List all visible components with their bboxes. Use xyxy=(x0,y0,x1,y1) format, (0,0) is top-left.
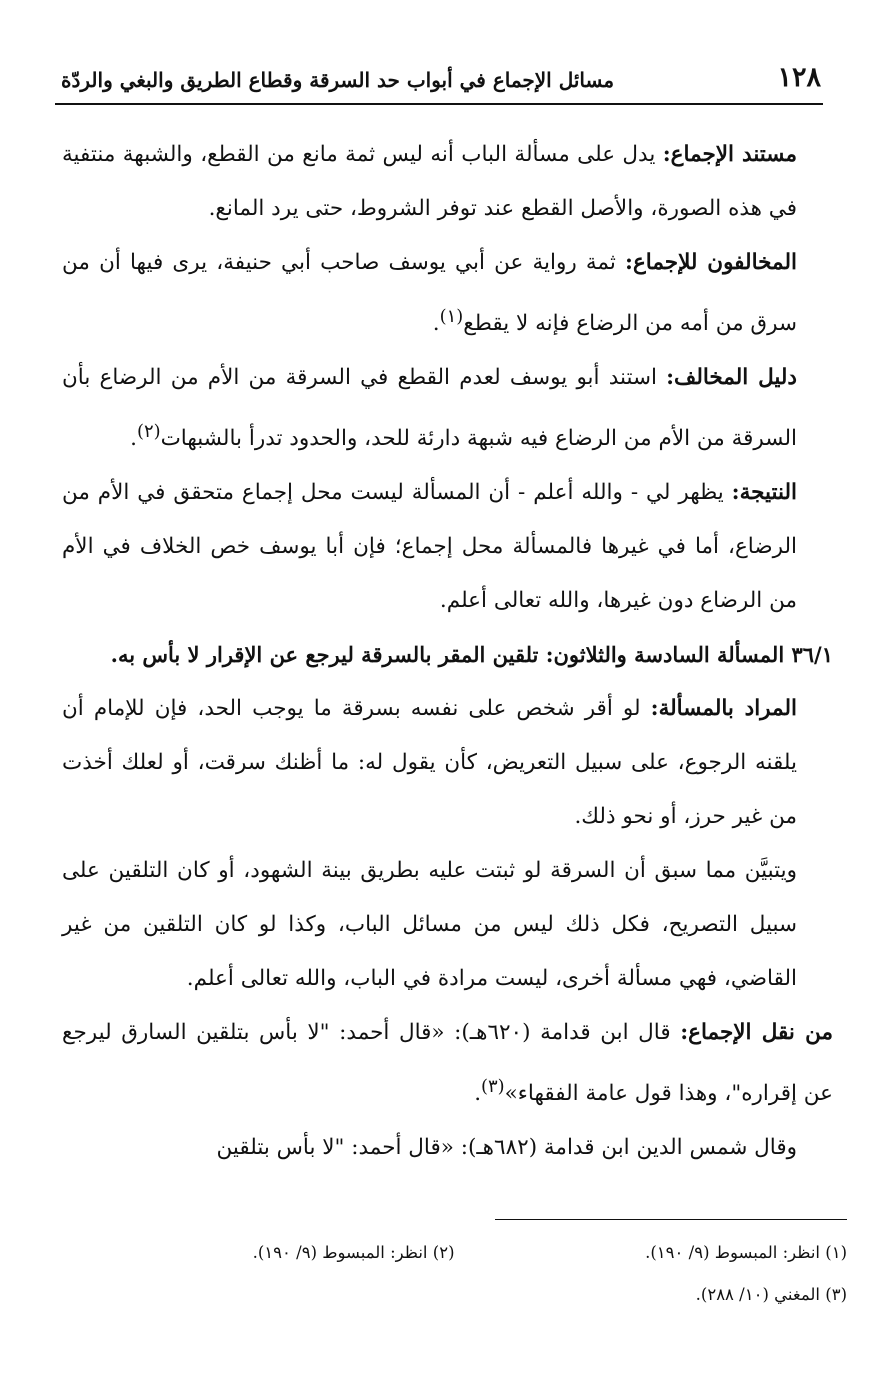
paragraph-continuation: وقال شمس الدين ابن قدامة (٦٨٢هـ): «قال أحمد: "لا بأس بتلقين xyxy=(216,1135,797,1161)
paragraph-text: ثمة رواية عن أبي يوسف صاحب أبي حنيفة، يرى فيها أن من سرق من أمه من الرضاع فإنه لا يقطع xyxy=(62,250,797,337)
running-title: مسائل الإجماع في أبواب حد السرقة وقطاع الطريق والبغي والردّة xyxy=(61,68,615,92)
term-dissent-evidence: دليل المخالف: xyxy=(666,365,797,391)
term-result: النتيجة: xyxy=(731,480,797,506)
paragraph-text: يظهر لي - والله أعلم - أن المسألة ليست محل إجماع متحقق في الأم من الرضاع، أما في غيرها فالمسألة محل إجماع؛ فإن أبا يوسف خص الخلاف في الأم من الرضاع دون غيرها، والله تعالى أعلم. xyxy=(62,480,797,614)
footnote-ref-3[interactable]: (٣) xyxy=(481,1076,505,1098)
footnote-2: (٢) انظر: المبسوط (٩/ ١٩٠). xyxy=(252,1243,455,1262)
footnote-1: (١) انظر: المبسوط (٩/ ١٩٠). xyxy=(645,1243,847,1262)
paragraph-dissenters: المخالفون للإجماع: ثمة رواية عن أبي يوسف صاحب أبي حنيفة، يرى فيها أن من سرق من أمه من الرضاع فإنه لا يقطع$^{(١)}$. xyxy=(62,250,797,337)
paragraph-text: قال ابن قدامة (٦٢٠هـ): «قال أحمد: "لا بأس بتلقين السارق ليرجع عن إقراره"، وهذا قول عامة الفقهاء» xyxy=(62,1020,833,1107)
page-header xyxy=(55,62,823,102)
paragraph-dissent-evidence: دليل المخالف: استند أبو يوسف لعدم القطع في السرقة من الأم من الرضاع بأن السرقة من الأم من الرضاع فيه شبهة دارئة للحد، والحدود تدرأ بالشبهات$^{(٢)}$. xyxy=(62,365,797,452)
footnote-divider xyxy=(495,1219,847,1220)
paragraph-meaning xyxy=(62,682,833,844)
paragraph-result xyxy=(62,466,833,628)
page-number: ١٢٨ xyxy=(777,62,821,93)
footnote-3: (٣) المغني (١٠/ ٢٨٨). xyxy=(695,1285,847,1304)
footnote-ref-1[interactable]: (١) xyxy=(439,306,464,327)
paragraph-ijma-basis xyxy=(62,128,833,236)
paragraph-ijma-transmitters: من نقل الإجماع: قال ابن قدامة (٦٢٠هـ): «قال أحمد: "لا بأس بتلقين السارق ليرجع عن إقراره"، وهذا قول عامة الفقهاء»$^{(٣)}$. xyxy=(62,1020,833,1107)
paragraph-text: يدل على مسألة الباب أنه ليس ثمة مانع من القطع، والشبهة منتفية في هذه الصورة، والأصل القطع عند توفر الشروط، حتى يرد المانع. xyxy=(62,142,797,221)
paragraph-text: استند أبو يوسف لعدم القطع في السرقة من الأم من الرضاع بأن السرقة من الأم من الرضاع فيه شبهة دارئة للحد، والحدود تدرأ بالشبهات xyxy=(62,365,797,452)
footnotes xyxy=(62,1232,847,1316)
term-ijma-basis: مستند الإجماع: xyxy=(662,142,797,167)
footnote-ref-2[interactable]: (٢) xyxy=(136,421,161,443)
paragraph-text: لو أقر شخص على نفسه بسرقة ما يوجب الحد، فإن للإمام أن يلقنه الرجوع، على سبيل التعريض، كأن يقول له: ما أظنك سرقت، أو لعلك أخذت من غير حرز، أو نحو ذلك. xyxy=(62,696,797,830)
main-text xyxy=(62,128,833,1175)
term-meaning: المراد بالمسألة: xyxy=(650,696,798,722)
term-dissenters: المخالفون للإجماع: xyxy=(625,250,797,275)
header-divider xyxy=(55,103,823,105)
paragraph-clarification: ويتبيَّن مما سبق أن السرقة لو ثبتت عليه بطريق بينة الشهود، أو كان التلقين على سبيل التصريح، فكل ذلك ليس من مسائل الباب، وكذا لو كان التلقين من غير القاضي، فهي مسألة أخرى، ليست مرادة في الباب، والله تعالى أعلم. xyxy=(62,858,797,992)
footnote-row xyxy=(62,1274,847,1316)
footnote-row xyxy=(62,1232,847,1274)
term-ijma-transmitters: من نقل الإجماع: xyxy=(680,1020,833,1046)
section-heading: ٣٦/١ المسألة السادسة والثلاثون: تلقين المقر بالسرقة ليرجع عن الإقرار لا بأس به. xyxy=(110,642,833,668)
